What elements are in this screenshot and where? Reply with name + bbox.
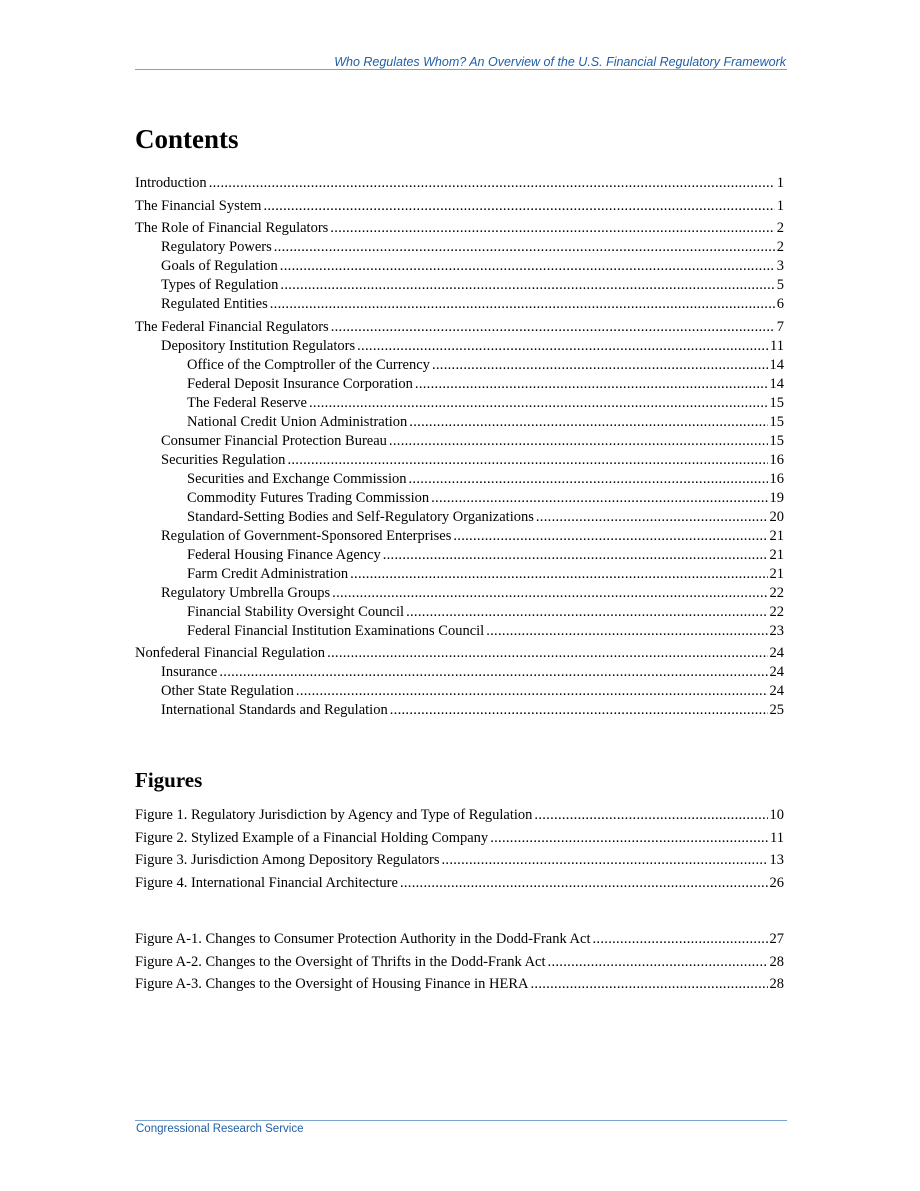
figure-entry[interactable] [135,973,784,996]
toc-entry-page: 24 [769,664,784,681]
dot-leader [490,827,768,850]
dot-leader [486,622,767,641]
dot-leader [548,951,768,974]
toc-entry[interactable] [135,527,784,546]
toc-entry-page: 14 [769,356,784,373]
figure-entry-label: Figure 3. Jurisdiction Among Depository Regulators [135,852,440,869]
dot-leader [530,973,767,996]
toc-entry[interactable] [135,318,784,337]
toc-entry[interactable] [135,257,784,276]
toc-entry-page: 5 [776,277,784,294]
toc-entry-label: National Credit Union Administration [187,413,408,430]
toc-entry-label: Regulated Entities [161,296,268,313]
toc-entry-label: Office of the Comptroller of the Currency [187,356,430,373]
dot-leader [593,928,768,951]
dot-leader [332,584,767,603]
toc-entry-page: 21 [769,527,784,544]
dot-leader [263,197,774,216]
dot-leader [432,356,768,375]
toc-entry-label: Goals of Regulation [161,258,278,275]
toc-entry-page: 16 [769,451,784,468]
figure-entry-page: 13 [769,852,784,869]
figure-entry-label: Figure A-2. Changes to the Oversight of Thrifts in the Dodd-Frank Act [135,953,546,970]
dot-leader [270,295,775,314]
dot-leader [296,682,768,701]
toc-entry-label: Regulatory Umbrella Groups [161,584,331,601]
dot-leader [536,508,768,527]
dot-leader [406,603,767,622]
figure-entry-page: 10 [769,807,784,823]
figure-entry-label: Figure 1. Regulatory Jurisdiction by Agency and Type of Regulation [135,807,533,823]
toc-entry-page: 23 [769,622,784,639]
dot-leader [383,546,768,565]
toc-entry-page: 3 [776,258,784,275]
toc-entry-label: Commodity Futures Trading Commission [187,489,430,506]
toc-entry-page: 15 [769,413,784,430]
toc-entry-page: 11 [770,337,784,354]
figure-entry-page: 27 [769,931,784,947]
toc-entry[interactable] [135,295,784,314]
toc-entry-page: 21 [769,546,784,563]
toc-entry-page: 24 [769,645,784,662]
toc-entry-label: Regulatory Powers [161,239,272,256]
figure-entry[interactable] [135,872,784,895]
dot-leader [357,337,768,356]
toc-entry-label: Farm Credit Administration [187,565,349,582]
toc-entry-page: 14 [769,375,784,392]
toc-entry-page: 16 [769,470,784,487]
toc-entry[interactable] [135,546,784,565]
dot-leader [389,432,768,451]
toc-entry-label: Federal Deposit Insurance Corporation [187,375,413,392]
toc-entry[interactable] [135,219,784,238]
dot-leader [534,804,767,827]
figure-entry-page: 28 [769,976,784,993]
toc-entry[interactable] [135,470,784,489]
toc-entry-page: 1 [776,197,784,214]
toc-entry[interactable] [135,622,784,641]
footer-rule [135,1120,787,1121]
toc-entry[interactable] [135,644,784,663]
figure-entry[interactable] [135,827,784,850]
toc-entry-label: Securities Regulation [161,451,286,468]
toc-entry-label: The Financial System [135,197,262,214]
toc-entry-label: International Standards and Regulation [161,702,388,719]
toc-entry[interactable] [135,663,784,682]
footer-text: Congressional Research Service [136,1123,304,1135]
dot-leader [431,489,767,508]
figure-entry[interactable] [135,849,784,872]
figure-entry-label: Figure 4. International Financial Architecture [135,874,398,891]
dot-leader [309,394,768,413]
toc-entry-label: The Role of Financial Regulators [135,220,329,237]
toc-entry-label: Other State Regulation [161,683,294,700]
figures-heading: Figures [135,768,203,792]
toc-entry[interactable] [135,375,784,394]
dot-leader [209,174,775,193]
toc-entry-page: 15 [769,394,784,411]
toc-entry-label: Introduction [135,175,207,191]
toc-entry[interactable] [135,197,784,216]
header-rule [135,69,787,70]
toc-entry[interactable] [135,394,784,413]
figure-entry-label: Figure A-1. Changes to Consumer Protection Authority in the Dodd-Frank Act [135,931,591,947]
toc-entry[interactable] [135,508,784,527]
toc-entry[interactable] [135,565,784,584]
figure-entry-page: 11 [770,829,784,846]
toc-entry-page: 25 [769,702,784,719]
toc-entry[interactable] [135,701,784,720]
toc-entry-label: Financial Stability Oversight Council [187,603,405,620]
toc-entry-label: Depository Institution Regulators [161,337,356,354]
toc-entry[interactable] [135,603,784,622]
toc-entry[interactable] [135,238,784,257]
toc-entry[interactable] [135,356,784,375]
toc-entry-label: Types of Regulation [161,277,279,294]
toc-entry-page: 2 [776,239,784,256]
toc-entry-page: 24 [769,683,784,700]
figure-entry-page: 26 [769,874,784,891]
toc-entry-label: Nonfederal Financial Regulation [135,645,326,662]
figure-entry[interactable] [135,928,784,951]
contents-list [135,174,784,720]
appendix-figures-list [135,928,784,996]
toc-entry-page: 6 [776,296,784,313]
dot-leader [441,849,767,872]
figure-entry[interactable] [135,804,784,827]
dot-leader [453,527,767,546]
dot-leader [330,219,774,238]
toc-entry[interactable] [135,489,784,508]
figure-entry[interactable] [135,951,784,974]
toc-entry-page: 22 [769,584,784,601]
toc-entry-page: 20 [769,508,784,525]
dot-leader [280,276,774,295]
figures-list [135,804,784,894]
toc-entry[interactable] [135,451,784,470]
figure-entry-label: Figure A-3. Changes to the Oversight of Housing Finance in HERA [135,976,529,993]
dot-leader [327,644,767,663]
dot-leader [287,451,767,470]
toc-entry-page: 22 [769,603,784,620]
toc-entry-label: The Federal Reserve [187,394,307,411]
dot-leader [390,701,768,720]
toc-entry-label: Federal Housing Finance Agency [187,546,381,563]
toc-entry[interactable] [135,276,784,295]
dot-leader [219,663,767,682]
toc-entry[interactable] [135,584,784,603]
toc-entry-label: Standard-Setting Bodies and Self-Regulatory Organizations [187,508,534,525]
figure-entry-label: Figure 2. Stylized Example of a Financial Holding Company [135,829,489,846]
toc-entry-page: 7 [776,318,784,335]
toc-entry-page: 15 [769,432,784,449]
dot-leader [280,257,775,276]
toc-entry-label: The Federal Financial Regulators [135,318,329,335]
dot-leader [400,872,768,895]
dot-leader [415,375,768,394]
toc-entry[interactable] [135,682,784,701]
toc-entry[interactable] [135,337,784,356]
running-header: Who Regulates Whom? An Overview of the U.S. Financial Regulatory Framework [334,55,786,69]
toc-entry[interactable] [135,432,784,451]
dot-leader [408,470,767,489]
dot-leader [274,238,775,257]
dot-leader [350,565,767,584]
toc-entry-label: Consumer Financial Protection Bureau [161,432,387,449]
contents-heading: Contents [135,124,239,154]
toc-entry-page: 1 [776,175,784,191]
toc-entry-page: 21 [769,565,784,582]
toc-entry-label: Securities and Exchange Commission [187,470,407,487]
toc-entry-page: 19 [769,489,784,506]
dot-leader [331,318,775,337]
toc-entry[interactable] [135,413,784,432]
toc-entry-page: 2 [776,220,784,237]
toc-entry[interactable] [135,174,784,193]
toc-entry-label: Regulation of Government-Sponsored Enterprises [161,527,452,544]
toc-entry-label: Federal Financial Institution Examinations Council [187,622,485,639]
dot-leader [409,413,767,432]
toc-entry-label: Insurance [161,664,218,681]
figure-entry-page: 28 [769,953,784,970]
